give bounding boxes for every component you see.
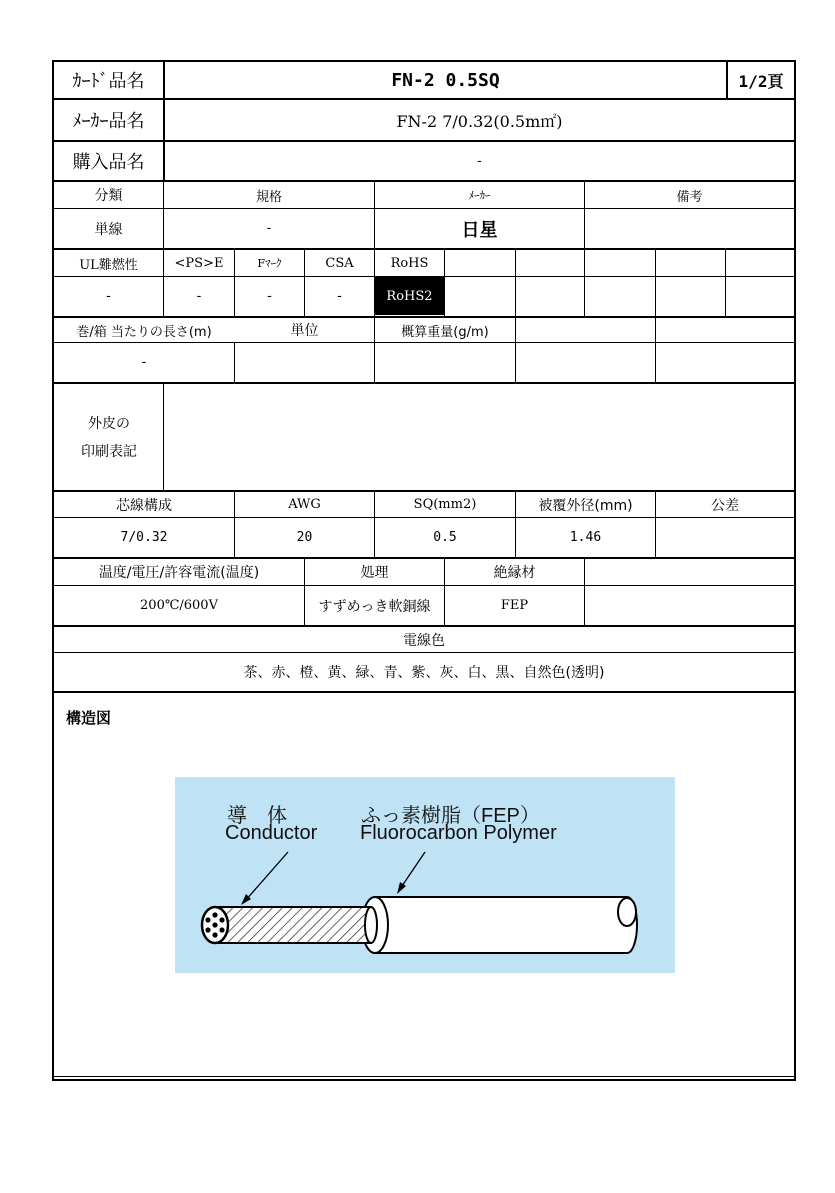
column-divider xyxy=(725,248,726,316)
print-marking-label xyxy=(56,410,162,466)
length-per-reel-value: - xyxy=(141,355,147,370)
insulation-value: FEP xyxy=(500,598,529,613)
wire-color-value: 茶、赤、橙、黄、緑、青、紫、灰、白、黒、自然色(透明) xyxy=(243,665,605,681)
column-divider xyxy=(584,248,585,316)
awg-header: AWG xyxy=(288,497,321,512)
sq-value: 0.5 xyxy=(433,530,457,545)
polymer-leader-line xyxy=(400,852,425,889)
insulation-jacket xyxy=(375,897,637,953)
card-name-value: FN-2 0.5SQ xyxy=(391,69,500,91)
standard-value: - xyxy=(266,221,272,236)
maker-name-value: FN-2 7/0.32(0.5m㎡) xyxy=(396,111,563,131)
outer-diameter-value: 1.46 xyxy=(569,530,602,545)
print-marking-label-line1: 外皮の xyxy=(88,416,130,432)
insulation-header: 絶縁材 xyxy=(493,565,536,581)
diagram-heading: 構造図 xyxy=(66,709,112,727)
conductor-label-en: Conductor xyxy=(225,822,318,844)
rating-value: 200℃/600V xyxy=(140,598,218,613)
conductor-entry xyxy=(365,907,377,943)
pse-value: - xyxy=(196,289,202,304)
purchase-name-value: - xyxy=(477,153,482,169)
f-mark-header: Fﾏｰｸ xyxy=(257,257,282,270)
maker-value: 日星 xyxy=(461,219,498,241)
column-divider xyxy=(163,382,164,490)
maker-name-label: ﾒｰｶｰ品名 xyxy=(72,111,145,132)
approx-weight-header: 概算重量(g/m) xyxy=(401,324,489,340)
unit-header: 単位 xyxy=(290,323,319,339)
approx-weight-value xyxy=(375,343,515,382)
polymer-label-en: Fluorocarbon Polymer xyxy=(360,822,557,844)
unit-value xyxy=(235,343,374,382)
column-divider xyxy=(655,248,656,316)
ul-flame-header: UL難燃性 xyxy=(79,257,138,273)
treatment-header: 処理 xyxy=(360,565,389,581)
f-mark-value: - xyxy=(267,289,272,304)
outer-diameter-header: 被覆外径(mm) xyxy=(538,497,633,514)
conductor-leader-line xyxy=(245,852,288,901)
core-construction-header: 芯線構成 xyxy=(116,497,172,514)
polymer-label-jp: ふっ素樹脂（FEP） xyxy=(361,805,540,827)
classification-value: 単線 xyxy=(94,221,123,238)
row-divider xyxy=(52,1076,796,1077)
sq-header: SQ(mm2) xyxy=(413,497,477,512)
core-construction-value: 7/0.32 xyxy=(120,530,168,545)
column-divider xyxy=(515,316,516,382)
remarks-value xyxy=(585,209,794,248)
tolerance-header: 公差 xyxy=(711,497,739,514)
conductor-strand xyxy=(215,907,371,943)
treatment-value: すずめっき軟銅線 xyxy=(318,598,431,615)
rohs-header: RoHS xyxy=(390,255,429,271)
remarks-header: 備考 xyxy=(676,189,703,205)
rating-header: 温度/電圧/許容電流(温度) xyxy=(98,565,260,581)
rohs2-badge: RoHS2 xyxy=(375,277,444,315)
csa-header: CSA xyxy=(325,255,354,271)
length-per-reel-header: 巻/箱 当たりの長さ(m) xyxy=(76,324,212,340)
polymer-arrowhead xyxy=(397,882,406,894)
conductor-label-jp: 導 体 xyxy=(227,805,287,827)
wire-illustration xyxy=(175,777,675,973)
tolerance-value xyxy=(656,518,794,557)
print-marking-value xyxy=(165,384,794,490)
pse-header: <PS>E xyxy=(174,255,224,271)
print-marking-label-line2: 印刷表記 xyxy=(81,444,137,460)
column-divider xyxy=(515,248,516,316)
standard-header: 規格 xyxy=(255,189,282,205)
card-name-label: ｶｰﾄﾞ品名 xyxy=(72,71,145,92)
column-divider xyxy=(444,248,445,316)
row-divider xyxy=(52,691,796,693)
column-divider xyxy=(584,557,585,625)
ul-flame-value: - xyxy=(106,289,111,304)
csa-value: - xyxy=(337,289,342,304)
page-number: 1/2頁 xyxy=(738,71,784,91)
classification-header: 分類 xyxy=(94,188,123,204)
column-divider xyxy=(655,316,656,382)
maker-header: ﾒｰｶｰ xyxy=(468,189,491,202)
awg-value: 20 xyxy=(296,530,313,545)
wire-color-header: 電線色 xyxy=(403,632,445,649)
purchase-name-label: 購入品名 xyxy=(72,152,145,173)
jacket-end-highlight xyxy=(618,898,636,926)
structure-diagram xyxy=(175,777,675,973)
